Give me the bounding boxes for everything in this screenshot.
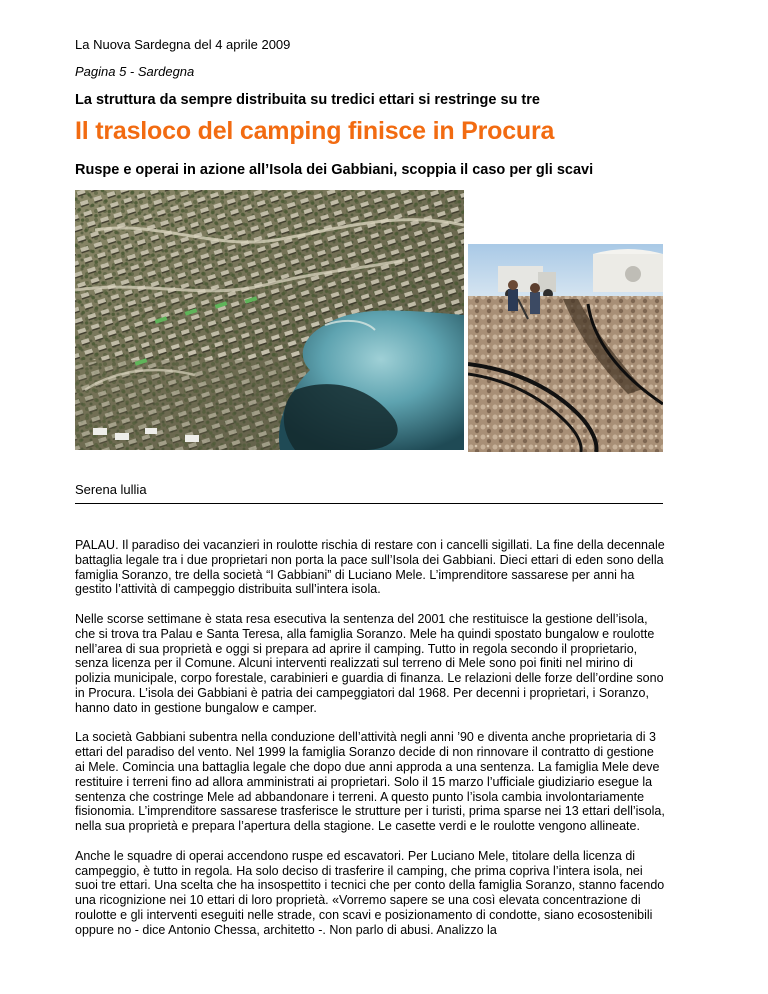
article-subhead: Ruspe e operai in azione all’Isola dei Gabbiani, scoppia il caso per gli scavi: [75, 162, 594, 178]
article-author: Serena lullia: [75, 482, 147, 497]
article-paragraph: Nelle scorse settimane è stata resa esecutiva la sentenza del 2001 che restituisce la gestione dell’isola, che si trova tra Palau e Santa Teresa, alla famiglia Soranzo. Mele ha quindi spostato bungalow e roulotte nell’area di sua proprietà e oggi si prepara ad aprire il camping. Tutto in regola secondo il proprietario, senza licenza per il Comune. Alcuni interventi realizzati sul terreno di Mele sono poi finiti nel mirino di polizia municipale, corpo forestale, carabinieri e guardia di finanza. Le relazioni delle forze dell’ordine sono in Procura. L’isola dei Gabbiani è patria dei campeggiatori dal 1968. Per decenni i proprietari, i Soranzo, hanno dato in gestione bungalow e camper.: [75, 611, 664, 715]
article-body: [75, 538, 665, 952]
article-kicker: La struttura da sempre distribuita su tredici ettari si restringe su tre: [75, 92, 540, 108]
excavation-works-photo: [468, 244, 663, 452]
page-section-line: Pagina 5 - Sardegna: [75, 64, 195, 79]
article-paragraph: Anche le squadre di operai accendono ruspe ed escavatori. Per Luciano Mele, titolare della licenza di campeggio, è tutto in regola. Ha solo deciso di trasferire il camping, che prima copriva l’intera isola, nei suoi tre ettari. Una scelta che ha insospettito i tecnici che per conto della famiglia Soranzo, stanno facendo una ricognizione nei 10 ettari di loro proprietà. «Vorremo sapere se una così elevata concentrazione di roulotte e gli interventi eseguiti nelle strade, con scavi e posizionamento di condotte, siano ecosostenibili oppure no - dice Antonio Chessa, architetto -. Non parlo di abusi. Analizzo la: [75, 848, 665, 937]
aerial-campsite-photo: [75, 190, 464, 450]
article-paragraph: PALAU. Il paradiso dei vacanzieri in roulotte rischia di restare con i cancelli sigillati. La fine della decennale battaglia legale tra i due proprietari non porta la pace sull’Isola dei Gabbiani. Dieci ettari di eden sono della famiglia Soranzo, tre della società “I Gabbiani” di Luciano Mele. L’imprenditore sassarese per anni ha gestito l’attività di campeggio distribuita sull’intera isola.: [75, 538, 665, 597]
source-line: La Nuova Sardegna del 4 aprile 2009: [75, 37, 291, 52]
author-divider: [75, 503, 663, 504]
article-paragraph: La società Gabbiani subentra nella conduzione dell’attività negli anni ’90 e diventa anche proprietaria di 3 ettari del paradiso del vento. Nel 1999 la famiglia Soranzo decide di non rinnovare il contratto di gestione ai Mele. Comincia una battaglia legale che dopo due anni approda a una sentenza. La famiglia Mele deve restituire i terreni fino ad allora amministrati ai proprietari. Solo il 15 marzo l’ufficiale giudiziario esegue la sentenza che costringe Mele ad abbandonare i terreni. A questo punto l’isola cambia involontariamente fisionomia. L’imprenditore sassarese trasferisce le strutture per i turisti, prima sparse nei 13 ettari dell’isola, nella sua proprietà e prepara l’apertura della stagione. Le casette verdi e le roulotte vengono allineate.: [75, 730, 665, 834]
article-headline: Il trasloco del camping finisce in Procura: [75, 117, 555, 145]
